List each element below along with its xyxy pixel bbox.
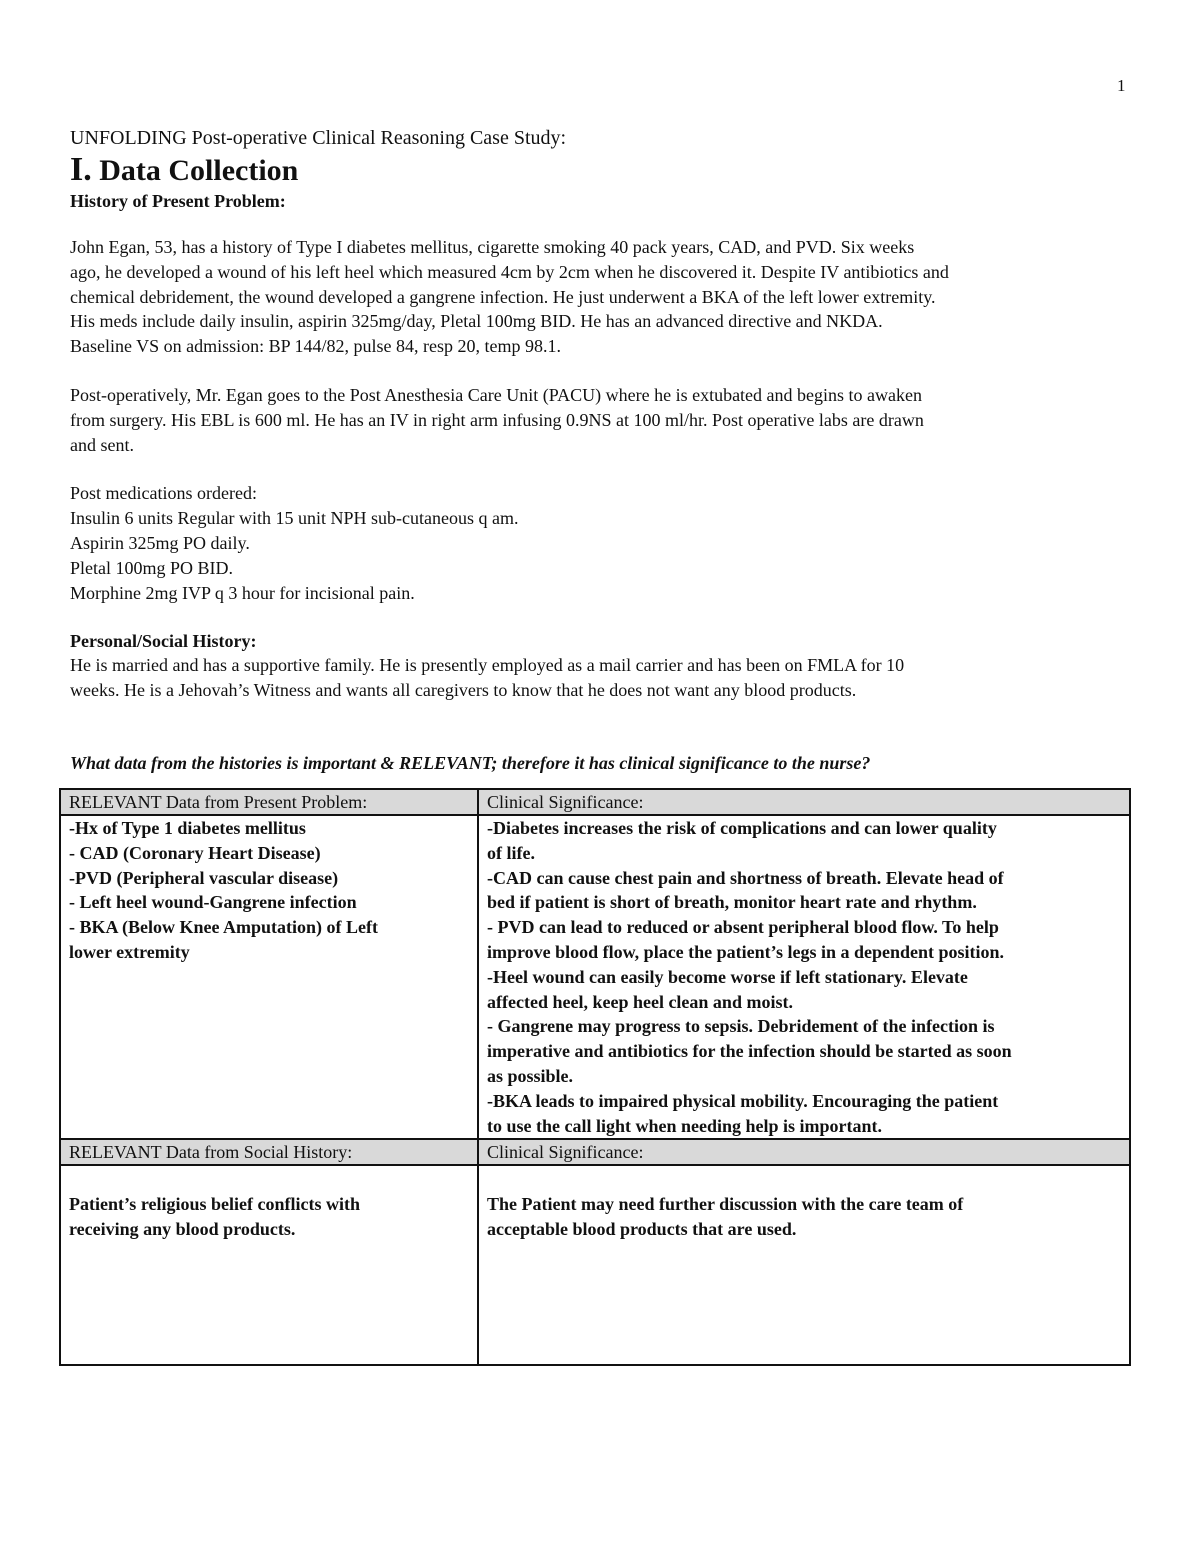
significance-line: - PVD can lead to reduced or absent peripheral blood flow. To help [487,917,999,938]
social-line: He is married and has a supportive family. He is presently employed as a mail carrier and has been on FMLA for 10 [70,655,905,676]
present-header-row [60,789,1130,815]
history-heading: History of Present Problem: [70,191,286,211]
medications-line: Aspirin 325mg PO daily. [70,532,250,553]
medications-list [70,481,1140,605]
social-data-row [60,1165,1130,1365]
medications-line: Insulin 6 units Regular with 15 unit NPH sub-cutaneous q am. [70,508,519,529]
significance-line: of life. [487,842,535,863]
section-heading [70,152,1140,189]
history-line: chemical debridement, the wound developed a gangrene infection. He just underwent a BKA of the left lower extremity. [70,286,936,307]
medications-line: Post medications ordered: [70,483,257,504]
significance-line: bed if patient is short of breath, monitor heart rate and rhythm. [487,892,977,913]
present-header-left: RELEVANT Data from Present Problem: [60,789,478,815]
medications-line: Morphine 2mg IVP q 3 hour for incisional pain. [70,582,415,603]
significance-line: imperative and antibiotics for the infection should be started as soon [487,1041,1012,1062]
significance-line: -Heel wound can easily become worse if left stationary. Elevate [487,966,968,987]
social-relevant-data-cell [60,1165,478,1365]
relevance-question: What data from the histories is important & RELEVANT; therefore it has clinical significance to the nurse? [70,752,871,773]
social-data-item: Patient’s religious belief conflicts with [69,1194,360,1215]
present-data-item: - Left heel wound-Gangrene infection [69,892,357,913]
present-data-item: -Hx of Type 1 diabetes mellitus [69,818,306,838]
social-line: weeks. He is a Jehovah’s Witness and wants all caregivers to know that he does not want any blood products. [70,680,857,701]
social-header-right: Clinical Significance: [478,1139,1130,1165]
postop-paragraph [70,383,1140,457]
page-number: 1 [1117,76,1126,95]
present-data-item: - BKA (Below Knee Amputation) of Left [69,917,378,938]
history-line: ago, he developed a wound of his left heel which measured 4cm by 2cm when he discovered it. Despite IV antibiotics and [70,261,949,282]
significance-line: - Gangrene may progress to sepsis. Debridement of the infection is [487,1016,995,1037]
social-history-paragraph [70,653,1140,703]
social-history-heading: Personal/Social History: [70,631,257,652]
relevant-data-table [59,788,1131,1366]
present-significance-cell [478,815,1130,1139]
medications-line: Pletal 100mg PO BID. [70,557,234,578]
significance-line: to use the call light when needing help is important. [487,1115,883,1136]
social-significance-line: acceptable blood products that are used. [487,1219,797,1240]
present-data-item: lower extremity [69,941,190,962]
postop-line: Post-operatively, Mr. Egan goes to the Post Anesthesia Care Unit (PACU) where he is extubated and begins to awaken [70,384,923,405]
significance-line: -BKA leads to impaired physical mobility. Encouraging the patient [487,1090,999,1111]
social-header-left: RELEVANT Data from Social History: [60,1139,478,1165]
social-header-row [60,1139,1130,1165]
present-data-row [60,815,1130,1139]
present-data-item: - CAD (Coronary Heart Disease) [69,842,321,863]
postop-line: from surgery. His EBL is 600 ml. He has an IV in right arm infusing 0.9NS at 100 ml/hr. Post operative labs are drawn [70,409,924,430]
history-line: John Egan, 53, has a history of Type I diabetes mellitus, cigarette smoking 40 pack years, CAD, and PVD. Six weeks [70,237,915,257]
significance-line: as possible. [487,1065,574,1086]
significance-line: -CAD can cause chest pain and shortness of breath. Elevate head of [487,867,1004,888]
significance-line: improve blood flow, place the patient’s legs in a dependent position. [487,941,1005,962]
significance-line: -Diabetes increases the risk of complications and can lower quality [487,818,997,838]
postop-line: and sent. [70,434,134,455]
section-numeral: I. [70,151,92,188]
section-title: Data Collection [99,154,299,187]
document-body [70,124,1140,775]
social-significance-line: The Patient may need further discussion with the care team of [487,1194,964,1215]
present-relevant-data-cell [60,815,478,1139]
social-significance-cell [478,1165,1130,1365]
significance-line: affected heel, keep heel clean and moist. [487,991,793,1012]
social-data-item: receiving any blood products. [69,1219,296,1240]
present-data-item: -PVD (Peripheral vascular disease) [69,867,339,888]
present-header-right: Clinical Significance: [478,789,1130,815]
history-line: Baseline VS on admission: BP 144/82, pulse 84, resp 20, temp 98.1. [70,336,561,357]
case-study-title: UNFOLDING Post-operative Clinical Reasoning Case Study: [70,127,567,149]
history-line: His meds include daily insulin, aspirin 325mg/day, Pletal 100mg BID. He has an advanced directive and NKDA. [70,311,883,332]
history-paragraph [70,235,1140,359]
